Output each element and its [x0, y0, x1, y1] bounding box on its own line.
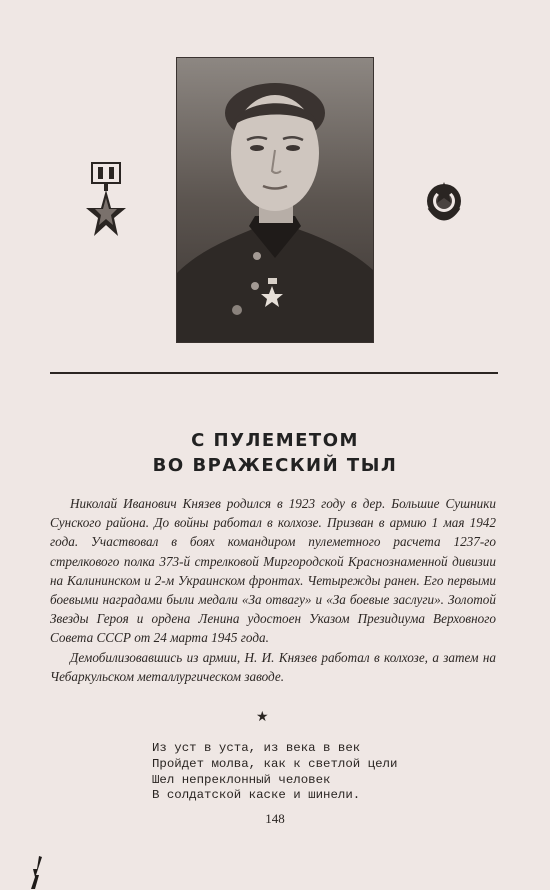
horizontal-rule	[50, 372, 498, 374]
portrait-photo	[176, 57, 374, 343]
article-title-line1: С ПУЛЕМЕТОМ	[191, 430, 359, 451]
poem-line: Шел непреклонный человек	[152, 772, 331, 787]
gold-star-medal-icon	[86, 162, 126, 238]
order-of-lenin-icon	[424, 181, 464, 221]
poem-line: В солдатской каске и шинели.	[152, 788, 361, 803]
poem-line: Пройдет молва, как к светлой цели	[152, 756, 398, 771]
article-title-line2: ВО ВРАЖЕСКИЙ ТЫЛ	[152, 455, 398, 476]
poem-line: Из уст в уста, из века в век	[152, 741, 361, 755]
star-separator-icon: ★	[256, 710, 269, 725]
ink-mark	[30, 855, 44, 890]
bio-paragraph: Демобилизовавшись из армии, Н. И. Князев работал в колхозе, а затем на Чебаркульском металлургическом заводе.	[50, 649, 496, 684]
page-number: 148	[265, 811, 285, 826]
bio-paragraph: Николай Иванович Князев родился в 1923 году в дер. Большие Сушники Сунского района. До войны работал в колхозе. Призван в армию 1 мая 1942 года. Участвовал в боях командиром пулеметного расчета 1237-го стрелкового полка 373-й стрелковой Миргородской Краснознаменной дивизии на Калининском и 2-м Украинском фронтах. Четырежды ранен. Его первыми боевыми наградами были медали «За отвагу» и «За боевые заслуги». Золотой Звезды Героя и ордена Ленина удостоен Указом Президиума Верховного Совета СССР от 24 марта 1945 года.	[50, 496, 496, 646]
poem	[152, 741, 452, 804]
biography-text	[50, 494, 496, 686]
